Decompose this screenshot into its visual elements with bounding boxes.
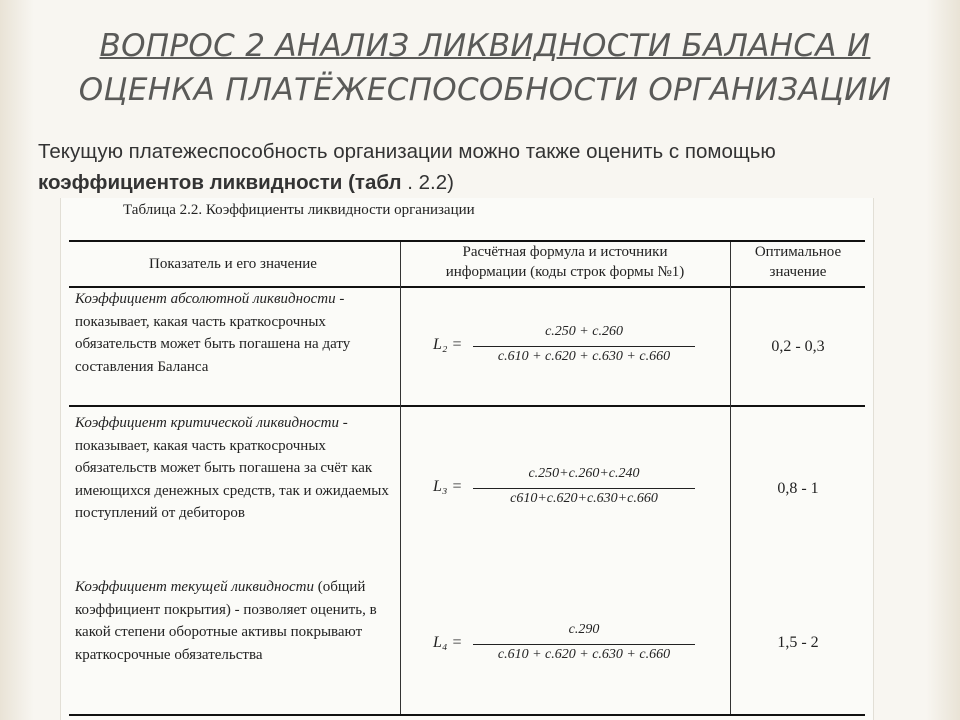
column-divider-2: [730, 242, 731, 714]
formula-numerator: с.290: [568, 622, 600, 637]
table-bottom-rule: [69, 714, 865, 716]
formula-denominator: с610+с.620+с.630+с.660: [510, 491, 658, 506]
fraction-bar: [473, 644, 695, 645]
intro-bold-phrase: коэффициентов ликвидности (табл: [38, 171, 402, 194]
ratio-description: - показывает, какая часть краткосрочных обязательств может быть погашена за счёт как имеющихся денежных средств, так и ожидаемых поступлений от дебиторов: [75, 415, 389, 521]
row-separator: [69, 405, 865, 407]
fraction-bar: [473, 488, 695, 489]
header-formula-line-1: Расчётная формула и источники: [462, 244, 668, 260]
intro-line-1: Текущую платежеспособность организации можно также оценить с помощью: [38, 140, 776, 163]
fraction-bar: [473, 346, 695, 347]
ratio-description: - показывает, какая часть краткосрочных обязательств может быть погашена на дату составления Баланса: [75, 291, 351, 375]
formula-absolute-liquidity: [433, 324, 695, 372]
ratio-description: (общий коэффициент покрытия) - позволяет оценить, в какой степени оборотные активы покрывают краткосрочные обязательства: [75, 579, 377, 663]
optimal-value: 0,8 - 1: [777, 480, 819, 497]
header-optimal-line-1: Оптимальное: [754, 244, 842, 260]
ratio-name: Коэффициент критической ликвидности: [75, 415, 339, 431]
formula-lhs: L₄ =: [433, 634, 463, 651]
slide-intro-text: [38, 136, 938, 198]
formula-lhs: L₂ =: [433, 336, 463, 353]
slide-right-edge-shade: [926, 0, 960, 720]
header-optimal: [733, 242, 863, 282]
header-formula-line-2: информации (коды строк формы №1): [445, 264, 685, 280]
formula-lhs: L₃ =: [433, 478, 463, 495]
formula-denominator: с.610 + с.620 + с.630 + с.660: [497, 349, 671, 364]
ratio-name: Коэффициент текущей ликвидности: [75, 579, 314, 595]
liquidity-ratio-table: [60, 198, 874, 720]
table-row-absolute-liquidity: [75, 288, 395, 378]
table-row-current-liquidity: [75, 576, 395, 666]
formula-numerator: с.250 + с.260: [545, 324, 623, 339]
intro-table-ref: . 2.2): [401, 171, 454, 194]
slide-title: [40, 24, 930, 112]
header-indicator: Показатель и его значение: [149, 256, 317, 272]
table-caption: Таблица 2.2. Коэффициенты ликвидности организации: [123, 202, 475, 218]
formula-denominator: с.610 + с.620 + с.630 + с.660: [497, 647, 671, 662]
title-line-1: ВОПРОС 2 АНАЛИЗ ЛИКВИДНОСТИ БАЛАНСА И: [99, 28, 871, 64]
formula-current-liquidity: [433, 622, 695, 670]
optimal-value: 0,2 - 0,3: [771, 338, 825, 355]
formula-numerator: с.250+с.260+с.240: [528, 466, 640, 481]
optimal-value: 1,5 - 2: [777, 634, 819, 651]
slide-left-edge-shade: [0, 0, 34, 720]
table-row-critical-liquidity: [75, 412, 395, 525]
column-divider-1: [400, 242, 401, 714]
header-formula: [403, 242, 727, 282]
title-line-2: ОЦЕНКА ПЛАТЁЖЕСПОСОБНОСТИ ОРГАНИЗАЦИИ: [78, 72, 892, 108]
header-optimal-line-2: значение: [769, 264, 827, 280]
formula-critical-liquidity: [433, 466, 695, 514]
ratio-name: Коэффициент абсолютной ликвидности: [75, 291, 336, 307]
